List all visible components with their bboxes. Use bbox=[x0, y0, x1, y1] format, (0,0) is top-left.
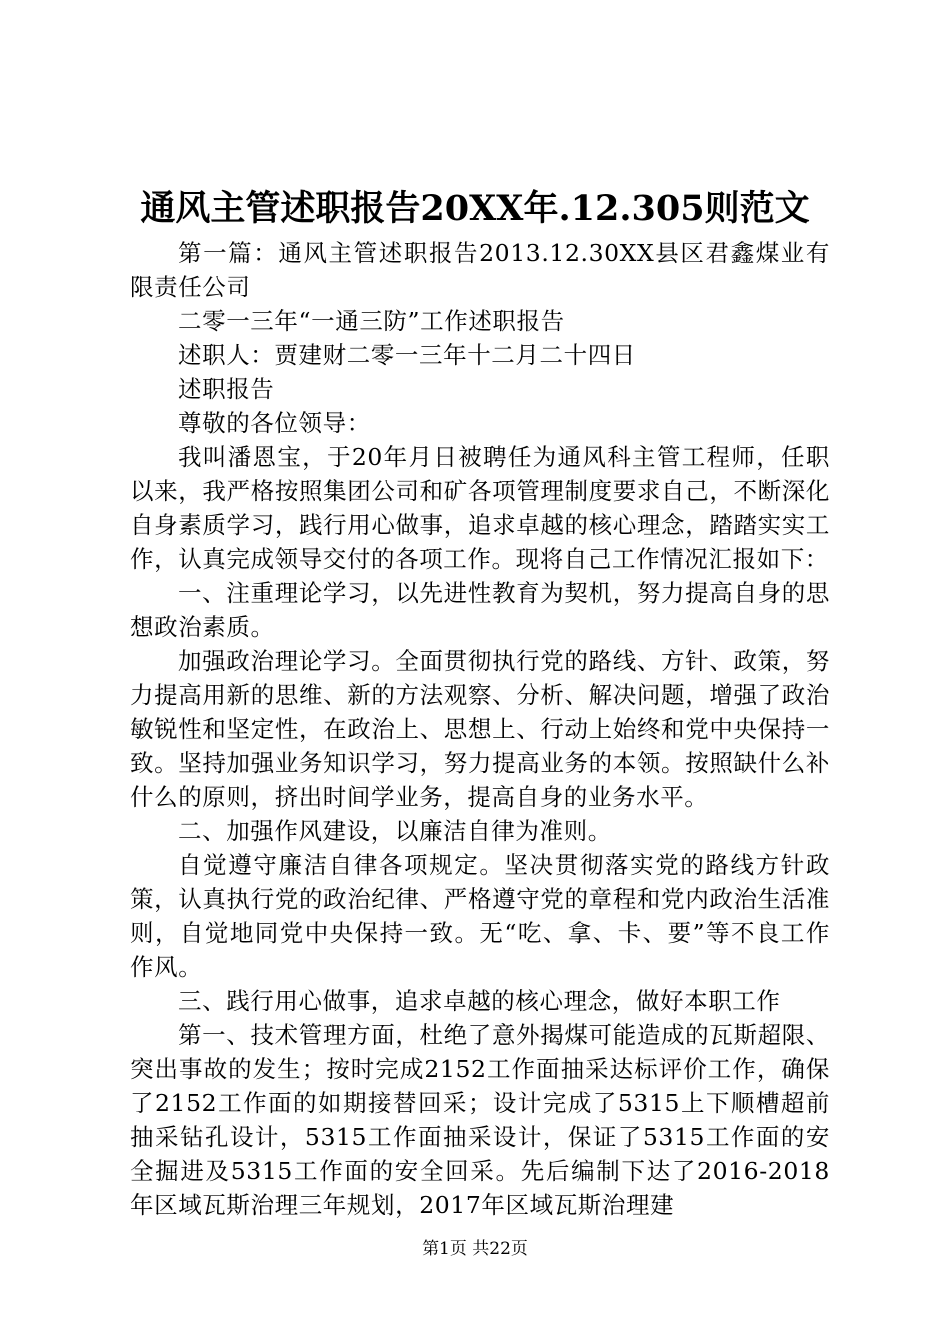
paragraph-section-two: 二、加强作风建设，以廉洁自律为准则。 bbox=[178, 817, 612, 845]
document-title: 通风主管述职报告20XX年.12.305则范文 bbox=[140, 188, 810, 229]
paragraph-integrity: 自觉遵守廉洁自律各项规定。坚决贯彻落实党的路线方针政策，认真执行党的政治纪律、严格遵守党的章程和党内政治生活准则，自觉地同党中央保持一致。无“吃、拿、卡、要”等不良工作作风。 bbox=[130, 851, 830, 981]
paragraph-technical: 第一、技术管理方面，杜绝了意外揭煤可能造成的瓦斯超限、突出事故的发生；按时完成2152工作面抽采达标评价工作，确保了2152工作面的如期接替回采；设计完成了5315上下顺槽超前抽采钻孔设计，5315工作面抽采设计，保证了5315工作面的安全掘进及5315工作面的安全回采。先后编制下达了2016-2018年区域瓦斯治理三年规划，2017年区域瓦斯治理建 bbox=[130, 1021, 830, 1219]
paragraph-report-label: 述职报告 bbox=[178, 375, 275, 403]
paragraph-section-three: 三、践行用心做事，追求卓越的核心理念，做好本职工作 bbox=[178, 987, 781, 1015]
paragraph-salutation: 尊敬的各位领导： bbox=[178, 409, 371, 437]
paragraph-heading-first: 第一篇：通风主管述职报告2013.12.30XX县区君鑫煤业有限责任公司 bbox=[130, 239, 830, 301]
paragraph-section-one: 一、注重理论学习，以先进性教育为契机，努力提高自身的思想政治素质。 bbox=[130, 579, 830, 641]
paragraph-theory-study: 加强政治理论学习。全面贯彻执行党的路线、方针、政策，努力提高用新的思维、新的方法观察、分析、解决问题，增强了政治敏锐性和坚定性，在政治上、思想上、行动上始终和党中央保持一致。坚持加强业务知识学习，努力提高业务的本领。按照缺什么补什么的原则，挤出时间学业务，提高自身的业务水平。 bbox=[130, 647, 830, 811]
paragraph-reporter: 述职人：贾建财二零一三年十二月二十四日 bbox=[178, 341, 636, 369]
document-body bbox=[130, 236, 830, 1222]
paragraph-intro: 我叫潘恩宝，于20年月日被聘任为通风科主管工程师，任职以来，我严格按照集团公司和矿各项管理制度要求自己，不断深化自身素质学习，践行用心做事，追求卓越的核心理念，踏踏实实工作，认真完成领导交付的各项工作。现将自己工作情况汇报如下： bbox=[130, 443, 830, 573]
page-number: 第1页 共22页 bbox=[422, 1239, 528, 1259]
paragraph-report-title: 二零一三年“一通三防”工作述职报告 bbox=[178, 307, 565, 335]
